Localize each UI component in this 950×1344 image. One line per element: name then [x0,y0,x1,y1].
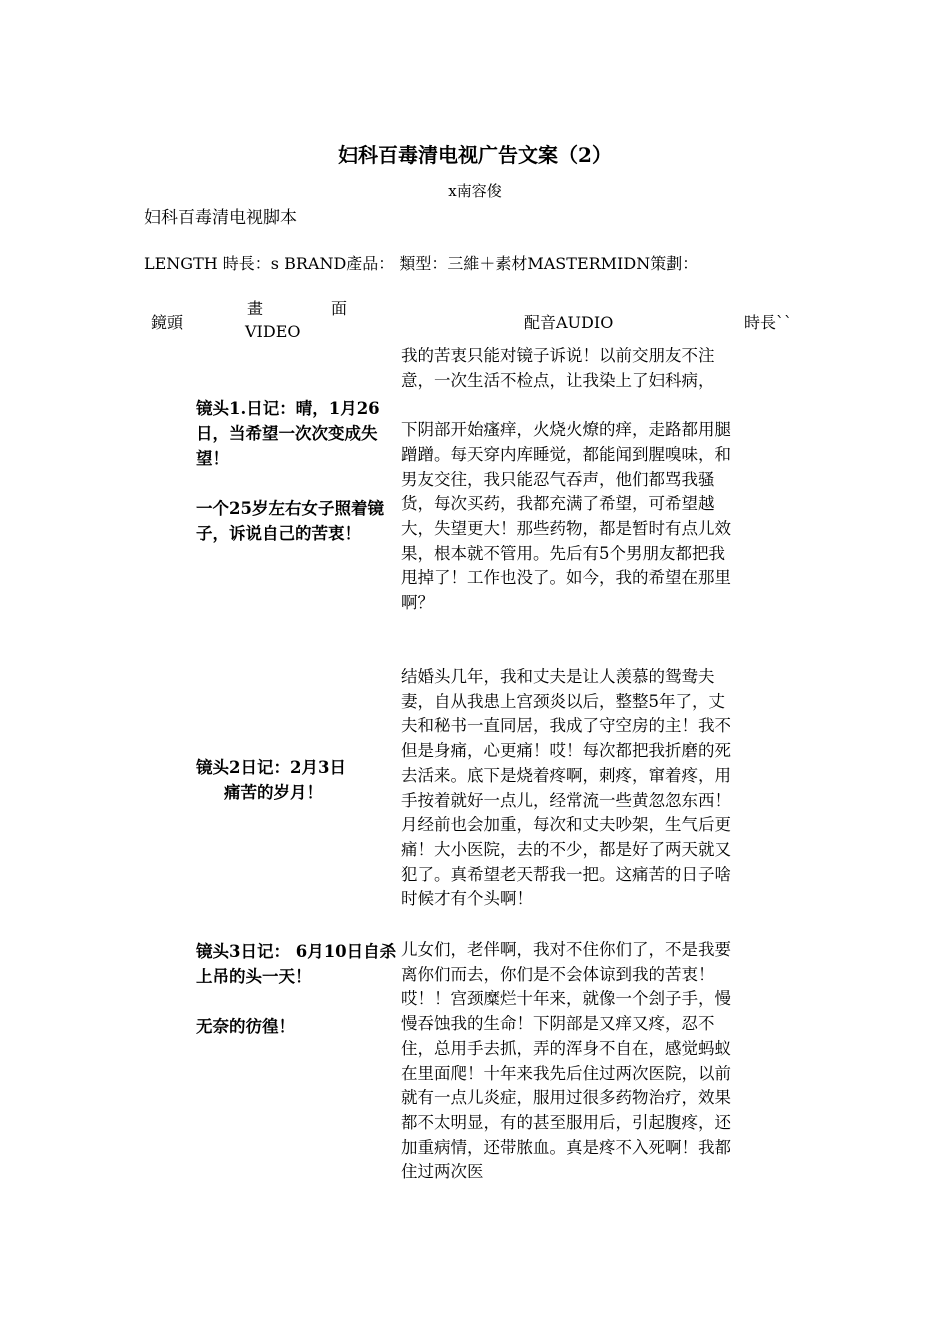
shot-3 [196,939,401,1039]
shot-2-line-1: 镜头2日记：2月3日 [196,758,346,777]
header-video-c: VIDEO [245,322,301,341]
header-audio: 配音AUDIO [524,313,614,332]
audio-1-para-2: 下阴部开始瘙痒，火烧火燎的痒，走路都用腿蹭蹭。每天穿内库睡觉，都能闻到腥嗅味，和男友交往，我只能忍气吞声，他们都骂我骚货，每次买药，我都充满了希望，可希望越大，失望更大！那些药物，都是暂时有点儿效果，根本就不管用。先后有5个男朋友都把我甩掉了！工作也没了。如今，我的希望在那里啊？ [401,420,731,613]
audio-1-para-1: 我的苦衷只能对镜子诉说！以前交朋友不注意，一次生活不检点，让我染上了妇科病， [401,346,715,390]
header-shot: 鏡頭 [151,313,184,332]
audio-2-para-1: 结婚头几年，我和丈夫是让人羡慕的鸳鸯夫妻，自从我患上宫颈炎以后，整整5年了，丈夫和秘书一直同居，我成了守空房的主！我不但是身痛，心更痛！哎！每次都把我折磨的死去活来。底下是烧着疼啊，刺疼，窜着疼，用手按着就好一点儿，经常流一些黄忽忽东西！月经前也会加重，每次和丈夫吵架，生气后更痛！大小医院，去的不少，都是好了两天就又犯了。真希望老天帮我一把。这痛苦的日子啥时候才有个头啊！ [401,667,731,909]
shot-2 [196,755,401,805]
document-title: 妇科百毒清电视广告文案（2） [338,143,612,167]
shot-3-line-1: 镜头3日记： 6月10日自杀上吊的头一天！ [196,942,397,986]
shot-1-line-1: 镜头1.日记：晴，1月26日，当希望一次次变成失望！ [196,399,380,468]
header-video-a: 畫 [247,299,264,318]
shot-1-line-2: 一个25岁左右女子照着镜子，诉说自己的苦衷！ [196,499,384,543]
document-subtitle: 妇科百毒清电视脚本 [144,208,297,228]
audio-1 [401,344,731,616]
audio-3 [401,938,731,1185]
document-author: x南容俊 [448,182,502,200]
header-duration: 時長`` [744,313,793,332]
header-video-b: 面 [331,299,348,318]
audio-2 [401,665,731,912]
audio-3-para-1: 儿女们，老伴啊，我对不住你们了，不是我要离你们而去，你们是不会体谅到我的苦衷！哎！！宫颈糜烂十年来，就像一个刽子手，慢慢吞蚀我的生命！下阴部是又痒又疼，忍不住，总用手去抓，弄的浑身不自在，感觉蚂蚁在里面爬！十年来我先后住过两次医院，以前就有一点儿炎症，服用过很多药物治疗，效果都不太明显，有的甚至服用后，引起腹疼，还加重病情，还带脓血。真是疼不入死啊！我都住过两次医 [401,940,731,1182]
shot-1 [196,396,401,546]
shot-3-line-2: 无奈的彷徨！ [196,1017,295,1036]
shot-2-line-2: 痛苦的岁月！ [224,783,323,802]
meta-line: LENGTH 時長：s BRAND產品： 類型：三維＋素材MASTERMIDN策劃： [144,254,699,273]
